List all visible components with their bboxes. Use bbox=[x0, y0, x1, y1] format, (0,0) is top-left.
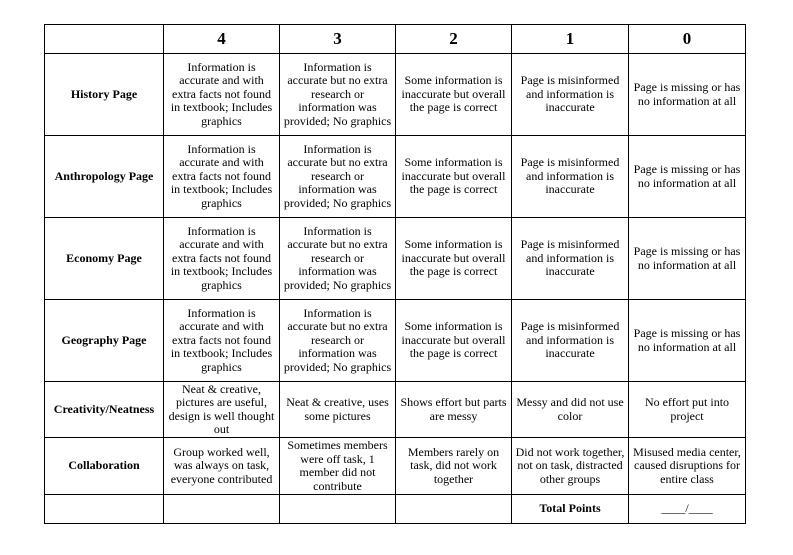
header-corner-cell bbox=[45, 25, 164, 54]
descriptor-cell: No effort put into project bbox=[629, 382, 746, 438]
descriptor-cell: Page is missing or has no information at all bbox=[629, 300, 746, 382]
criterion-label: History Page bbox=[45, 54, 164, 136]
descriptor-cell: Information is accurate but no extra research or information was provided; No graphics bbox=[280, 218, 396, 300]
descriptor-cell: Page is missing or has no information at all bbox=[629, 218, 746, 300]
descriptor-cell: Some information is inaccurate but overall the page is correct bbox=[396, 300, 512, 382]
descriptor-cell: Shows effort but parts are messy bbox=[396, 382, 512, 438]
rubric-row-creativity bbox=[45, 382, 746, 438]
descriptor-cell: Page is misinformed and information is inaccurate bbox=[512, 300, 629, 382]
criterion-label: Collaboration bbox=[45, 438, 164, 495]
descriptor-cell: Some information is inaccurate but overall the page is correct bbox=[396, 218, 512, 300]
descriptor-cell: Page is misinformed and information is inaccurate bbox=[512, 54, 629, 136]
score-header-0: 0 bbox=[629, 25, 746, 54]
descriptor-cell: Page is missing or has no information at all bbox=[629, 54, 746, 136]
descriptor-cell: Information is accurate and with extra facts not found in textbook; Includes graphics bbox=[164, 54, 280, 136]
descriptor-cell: Page is misinformed and information is inaccurate bbox=[512, 218, 629, 300]
score-header-3: 3 bbox=[280, 25, 396, 54]
descriptor-cell: Some information is inaccurate but overall the page is correct bbox=[396, 54, 512, 136]
descriptor-cell: Information is accurate and with extra facts not found in textbook; Includes graphics bbox=[164, 218, 280, 300]
total-points-blank: ____/____ bbox=[629, 495, 746, 524]
rubric-row-anthropology bbox=[45, 136, 746, 218]
descriptor-cell: Information is accurate and with extra facts not found in textbook; Includes graphics bbox=[164, 300, 280, 382]
descriptor-cell: Members rarely on task, did not work together bbox=[396, 438, 512, 495]
descriptor-cell: Some information is inaccurate but overall the page is correct bbox=[396, 136, 512, 218]
descriptor-cell: Misused media center, caused disruptions for entire class bbox=[629, 438, 746, 495]
descriptor-cell: Page is misinformed and information is inaccurate bbox=[512, 136, 629, 218]
header-row bbox=[45, 25, 746, 54]
descriptor-cell: Information is accurate and with extra facts not found in textbook; Includes graphics bbox=[164, 136, 280, 218]
criterion-label: Geography Page bbox=[45, 300, 164, 382]
descriptor-cell: Sometimes members were off task, 1 member did not contribute bbox=[280, 438, 396, 495]
criterion-label: Creativity/Neatness bbox=[45, 382, 164, 438]
rubric-row-collaboration bbox=[45, 438, 746, 495]
empty-cell bbox=[396, 495, 512, 524]
score-header-4: 4 bbox=[164, 25, 280, 54]
total-points-label: Total Points bbox=[512, 495, 629, 524]
rubric-row-geography bbox=[45, 300, 746, 382]
score-header-2: 2 bbox=[396, 25, 512, 54]
descriptor-cell: Information is accurate but no extra research or information was provided; No graphics bbox=[280, 300, 396, 382]
descriptor-cell: Neat & creative, pictures are useful, design is well thought out bbox=[164, 382, 280, 438]
total-row bbox=[45, 495, 746, 524]
rubric-row-economy bbox=[45, 218, 746, 300]
descriptor-cell: Messy and did not use color bbox=[512, 382, 629, 438]
score-header-1: 1 bbox=[512, 25, 629, 54]
rubric-row-history bbox=[45, 54, 746, 136]
criterion-label: Economy Page bbox=[45, 218, 164, 300]
descriptor-cell: Page is missing or has no information at all bbox=[629, 136, 746, 218]
descriptor-cell: Did not work together, not on task, distracted other groups bbox=[512, 438, 629, 495]
rubric-table bbox=[44, 24, 746, 524]
descriptor-cell: Group worked well, was always on task, everyone contributed bbox=[164, 438, 280, 495]
empty-cell bbox=[45, 495, 164, 524]
criterion-label: Anthropology Page bbox=[45, 136, 164, 218]
descriptor-cell: Neat & creative, uses some pictures bbox=[280, 382, 396, 438]
descriptor-cell: Information is accurate but no extra research or information was provided; No graphics bbox=[280, 54, 396, 136]
empty-cell bbox=[280, 495, 396, 524]
empty-cell bbox=[164, 495, 280, 524]
descriptor-cell: Information is accurate but no extra research or information was provided; No graphics bbox=[280, 136, 396, 218]
